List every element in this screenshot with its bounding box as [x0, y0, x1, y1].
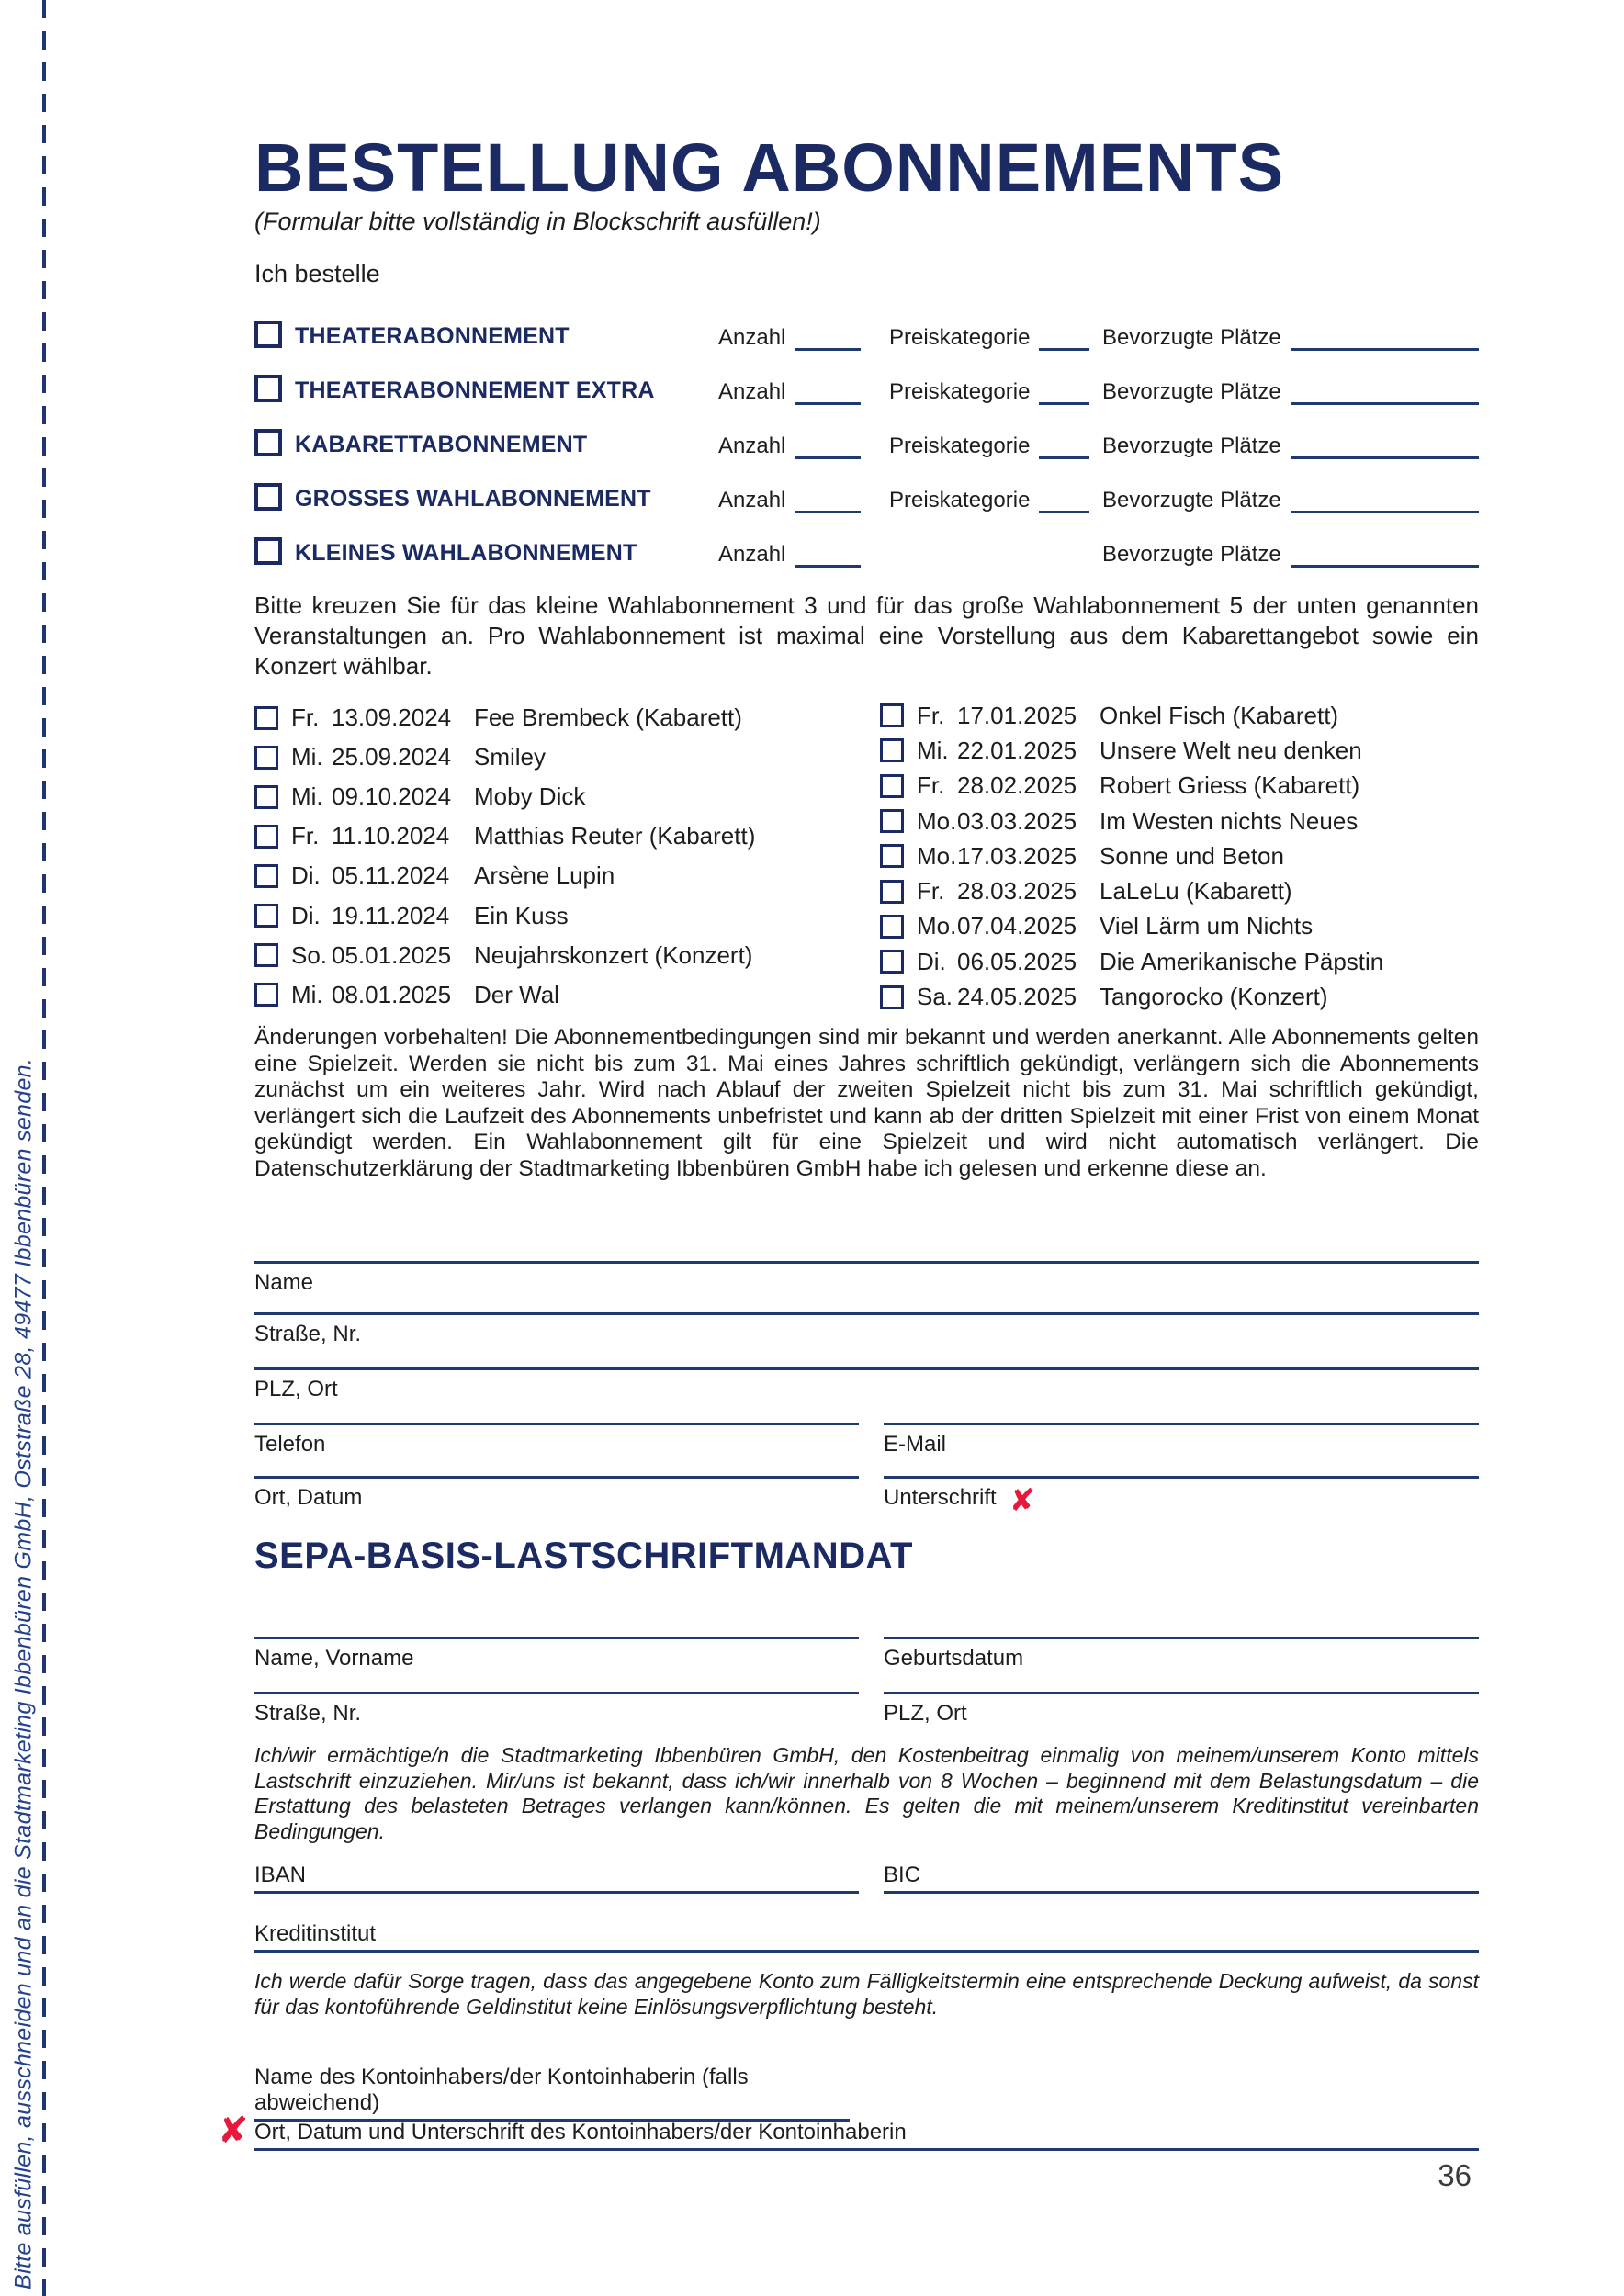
event-row [880, 944, 1479, 979]
plaetze-input-line[interactable] [1291, 490, 1479, 513]
preiskategorie-field [889, 325, 1089, 351]
event-day: Mo. [917, 841, 957, 870]
event-checkbox[interactable] [880, 774, 904, 798]
account-holder-label: Name des Kontoinhabers/der Kontoinhaberin (falls abweichend) [254, 2065, 749, 2115]
event-date: 05.01.2025 [332, 940, 452, 969]
event-checkbox[interactable] [254, 943, 278, 967]
plaetze-field [1102, 542, 1479, 568]
page-title: BESTELLUNG ABONNEMENTS [254, 129, 1285, 206]
event-checkbox[interactable] [254, 825, 278, 849]
plaetze-field [1102, 379, 1479, 405]
anzahl-field [718, 542, 861, 568]
event-row [880, 838, 1479, 873]
event-row [880, 979, 1479, 1014]
iban-label: IBAN [254, 1863, 307, 1887]
anzahl-label: Anzahl [718, 325, 786, 350]
event-date: 13.09.2024 [332, 703, 452, 732]
sepa-name-label: Name, Vorname [254, 1646, 414, 1671]
ort-datum-label: Ort, Datum [254, 1485, 363, 1510]
sepa-plz-ort-label: PLZ, Ort [884, 1701, 967, 1726]
signature-field-label: Ort, Datum und Unterschrift des Kontoinhabers/der Kontoinhaberin [254, 2120, 907, 2144]
event-date: 11.10.2024 [332, 822, 450, 850]
ort-datum-field[interactable] [254, 1476, 859, 1511]
sepa-mandate-text: Ich/wir ermächtige/n die Stadtmarketing Ibbenbüren GmbH, den Kostenbeitrag einmalig von meinem/unserem Konto mittels Lastschrift einzuziehen. Mir/uns ist bekannt, dass ich/wir innerhalb von 8 Wochen – beginnend mit dem Belastungsdatum – die Erstattung des belasteten Betrages verlangen kann/können. Es gelten die mit meinem/unserem Kreditinstitut vereinbarten Bedingungen. [254, 1743, 1479, 1843]
sepa-plz-ort-field[interactable] [884, 1692, 1479, 1727]
subscription-row [254, 471, 1479, 525]
wahlabo-instruction: Bitte kreuzen Sie für das kleine Wahlabonnement 3 und für das große Wahlabonnement 5 der unten genannten Veranstaltungen an. Pro Wahlabonnement ist maximal eine Vorstellung aus dem Kabarettangebot sowie ein Konzert wählbar. [254, 591, 1479, 680]
plaetze-label: Bevorzugte Plätze [1102, 433, 1281, 458]
plaetze-input-line[interactable] [1291, 436, 1479, 459]
event-title: Der Wal [474, 980, 559, 1008]
subscription-list [254, 309, 1479, 580]
plz-ort-label: PLZ, Ort [254, 1377, 338, 1401]
event-checkbox[interactable] [880, 844, 904, 868]
anzahl-label: Anzahl [718, 379, 786, 404]
sepa-coverage-text: Ich werde dafür Sorge tragen, dass das angegebene Konto zum Fälligkeitstermin eine entsprechende Deckung aufweist, da sonst für das kontoführende Geldinstitut keine Einlösungsverpflichtung besteht. [254, 1969, 1479, 2019]
bic-label: BIC [884, 1863, 921, 1887]
event-date: 17.01.2025 [957, 701, 1077, 729]
event-day: So. [291, 940, 328, 969]
event-day: Sa. [917, 983, 953, 1011]
event-row [880, 909, 1479, 944]
event-column-right [880, 698, 1479, 1015]
event-row [254, 698, 880, 737]
event-title: Im Westen nichts Neues [1100, 806, 1359, 835]
page-number: 36 [1438, 2158, 1472, 2192]
anzahl-input-line[interactable] [795, 328, 861, 351]
form-main [218, 0, 1479, 2296]
event-date: 19.11.2024 [332, 901, 450, 929]
subscription-row [254, 525, 1479, 580]
anzahl-input-line[interactable] [795, 382, 861, 405]
sepa-heading: SEPA-BASIS-LASTSCHRIFTMANDAT [254, 1536, 913, 1576]
anzahl-label: Anzahl [718, 542, 786, 567]
sepa-geburtsdatum-field[interactable] [884, 1637, 1479, 1671]
event-row [254, 895, 880, 935]
event-day: Di. [291, 901, 321, 929]
event-checkbox[interactable] [880, 809, 904, 833]
event-checkbox[interactable] [254, 904, 278, 928]
event-row [254, 777, 880, 816]
subscription-row [254, 363, 1479, 417]
plaetze-field [1102, 325, 1479, 351]
strasse-label: Straße, Nr. [254, 1322, 362, 1346]
anzahl-label: Anzahl [718, 488, 786, 512]
email-field[interactable] [884, 1423, 1479, 1458]
event-date: 03.03.2025 [957, 806, 1077, 835]
signature-field[interactable] [254, 2120, 1479, 2151]
iban-field[interactable] [254, 1863, 859, 1894]
plaetze-field [1102, 488, 1479, 513]
event-row [880, 698, 1479, 733]
unterschrift-field[interactable]: Unterschrift ✘ [884, 1476, 1479, 1511]
preiskategorie-label: Preiskategorie [889, 488, 1031, 512]
preiskategorie-input-line[interactable] [1039, 436, 1089, 459]
event-title: Robert Griess (Kabarett) [1100, 771, 1360, 800]
event-day: Fr. [291, 703, 320, 732]
anzahl-input-line[interactable] [795, 490, 861, 513]
event-title: Neujahrskonzert (Konzert) [474, 940, 753, 969]
preiskategorie-label: Preiskategorie [889, 433, 1031, 458]
sepa-geburtsdatum-label: Geburtsdatum [884, 1646, 1024, 1671]
event-checkbox[interactable] [254, 706, 278, 730]
subscription-label: THEATERABONNEMENT EXTRA [295, 377, 655, 403]
event-date: 09.10.2024 [332, 782, 452, 811]
subscription-label: KABARETTABONNEMENT [295, 432, 588, 457]
event-title: Smiley [474, 743, 547, 771]
plaetze-input-line[interactable] [1291, 382, 1479, 405]
sepa-strasse-label: Straße, Nr. [254, 1701, 362, 1726]
event-checkbox[interactable] [254, 983, 278, 1007]
preiskategorie-label: Preiskategorie [889, 325, 1031, 350]
anzahl-field [718, 379, 861, 405]
event-day: Mo. [917, 912, 957, 940]
anzahl-field [718, 433, 861, 459]
event-row [254, 975, 880, 1015]
event-day: Mo. [917, 806, 957, 835]
event-date: 22.01.2025 [957, 736, 1077, 764]
subscription-label: KLEINES WAHLABONNEMENT [295, 540, 637, 566]
event-day: Mi. [917, 736, 949, 764]
telefon-field[interactable] [254, 1423, 859, 1458]
anzahl-field [718, 325, 861, 351]
plaetze-input-line[interactable] [1291, 328, 1479, 351]
event-title: Matthias Reuter (Kabarett) [474, 822, 756, 850]
preiskategorie-input-line[interactable] [1039, 382, 1089, 405]
event-title: Arsène Lupin [474, 861, 615, 890]
event-checkbox[interactable] [880, 915, 904, 939]
email-label: E-Mail [884, 1432, 947, 1457]
preiskategorie-input-line[interactable] [1039, 328, 1089, 351]
event-checkbox[interactable] [880, 738, 904, 762]
event-date: 07.04.2025 [957, 912, 1077, 940]
plaetze-field [1102, 433, 1479, 459]
preiskategorie-label: Preiskategorie [889, 379, 1031, 404]
anzahl-input-line[interactable] [795, 436, 861, 459]
name-field[interactable] [254, 1261, 1479, 1296]
anzahl-field [718, 488, 861, 513]
event-checkbox[interactable] [254, 746, 278, 770]
strasse-field[interactable] [254, 1312, 1479, 1347]
event-row [254, 737, 880, 777]
event-title: Viel Lärm um Nichts [1100, 912, 1314, 940]
event-date: 05.11.2024 [332, 861, 450, 890]
event-date: 17.03.2025 [957, 841, 1077, 870]
plaetze-label: Bevorzugte Plätze [1102, 379, 1281, 404]
plaetze-label: Bevorzugte Plätze [1102, 542, 1281, 567]
name-label: Name [254, 1270, 314, 1295]
event-day: Di. [291, 861, 321, 890]
event-checkbox[interactable] [254, 864, 278, 888]
event-row [254, 936, 880, 975]
event-day: Fr. [917, 877, 945, 906]
event-checkbox[interactable] [880, 703, 904, 727]
event-title: Ein Kuss [474, 901, 569, 929]
event-selection [254, 698, 1479, 1015]
plz-ort-field[interactable] [254, 1367, 1479, 1402]
event-day: Fr. [917, 701, 945, 729]
preiskategorie-field [889, 433, 1089, 459]
subscription-label: THEATERABONNEMENT [295, 323, 570, 349]
anzahl-input-line[interactable] [795, 545, 861, 568]
subscription-row [254, 417, 1479, 471]
telefon-label: Telefon [254, 1432, 326, 1457]
event-title: Moby Dick [474, 782, 586, 811]
event-day: Di. [917, 947, 946, 975]
subscription-checkbox[interactable] [254, 321, 282, 348]
plaetze-label: Bevorzugte Plätze [1102, 488, 1281, 512]
event-title: Die Amerikanische Päpstin [1100, 947, 1384, 975]
event-title: Onkel Fisch (Kabarett) [1100, 701, 1339, 729]
plaetze-label: Bevorzugte Plätze [1102, 325, 1281, 350]
subscription-checkbox[interactable] [254, 375, 282, 402]
event-title: Fee Brembeck (Kabarett) [474, 703, 742, 732]
event-date: 06.05.2025 [957, 947, 1077, 975]
event-row [880, 873, 1479, 908]
event-date: 24.05.2025 [957, 983, 1077, 1011]
sepa-strasse-field[interactable] [254, 1692, 859, 1727]
preiskategorie-field [889, 379, 1089, 405]
subscription-checkbox[interactable] [254, 429, 282, 456]
event-row [254, 856, 880, 895]
event-day: Mi. [291, 980, 323, 1008]
event-row [880, 769, 1479, 804]
event-checkbox[interactable] [880, 950, 904, 974]
kreditinstitut-field[interactable] [254, 1921, 1479, 1953]
event-row [880, 733, 1479, 768]
event-date: 28.03.2025 [957, 877, 1077, 906]
form-subtitle: (Formular bitte vollständig in Blockschrift ausfüllen!) [254, 208, 821, 235]
sidebar-fold-note: Bitte ausfüllen, ausschneiden und an die Stadtmarketing Ibbenbüren GmbH, Oststraße 28, 49477 Ibbenbüren senden. [10, 1057, 37, 2290]
signature-x-icon: ✘ [218, 2110, 249, 2151]
event-day: Fr. [291, 822, 320, 850]
event-row [254, 816, 880, 856]
bic-field[interactable] [884, 1863, 1479, 1894]
event-title: Tangorocko (Konzert) [1100, 983, 1328, 1011]
kreditinstitut-label: Kreditinstitut [254, 1921, 377, 1946]
intro-text: Ich bestelle [254, 260, 380, 287]
subscription-checkbox[interactable] [254, 483, 282, 511]
preiskategorie-field [889, 488, 1089, 513]
sepa-name-field[interactable] [254, 1637, 859, 1671]
event-date: 28.02.2025 [957, 771, 1077, 800]
event-title: Unsere Welt neu denken [1100, 736, 1362, 764]
unterschrift-label: Unterschrift [884, 1485, 997, 1510]
event-day: Mi. [291, 743, 323, 771]
event-day: Fr. [917, 771, 945, 800]
preiskategorie-input-line[interactable] [1039, 490, 1089, 513]
event-row [880, 804, 1479, 838]
anzahl-label: Anzahl [718, 433, 786, 458]
subscription-row [254, 309, 1479, 363]
event-column-left [254, 698, 880, 1015]
event-checkbox[interactable] [254, 785, 278, 809]
cut-line [42, 0, 46, 2296]
event-title: Sonne und Beton [1100, 841, 1284, 870]
event-checkbox[interactable] [880, 880, 904, 904]
plaetze-input-line[interactable] [1291, 545, 1479, 568]
subscription-checkbox[interactable] [254, 537, 282, 565]
event-day: Mi. [291, 782, 323, 811]
terms-text: Änderungen vorbehalten! Die Abonnementbedingungen sind mir bekannt und werden anerkannt. Alle Abonnements gelten eine Spielzeit. Werden sie nicht bis zum 31. Mai eines Jahres schriftlich gekündigt, verlängern sich die Abonnements zunächst um ein weiteres Jahr. Wird nach Ablauf der zweiten Spielzeit nicht bis zum 31. Mai schriftlich gekündigt, verlängert sich die Laufzeit des Abonnements unbefristet und kann ab der dritten Spielzeit mit einer Frist von einem Monat gekündigt werden. Ein Wahlabonnement gilt für eine Spielzeit und wird nicht automatisch verlängert. Die Datenschutzerklärung der Stadtmarketing Ibbenbüren GmbH habe ich gelesen und erkenne diese an. [254, 1025, 1479, 1181]
subscription-label: GROSSES WAHLABONNEMENT [295, 486, 651, 512]
event-date: 08.01.2025 [332, 980, 452, 1008]
event-date: 25.09.2024 [332, 743, 452, 771]
account-holder-field[interactable] [254, 2065, 850, 2122]
event-title: LaLeLu (Kabarett) [1100, 877, 1292, 906]
event-checkbox[interactable] [880, 985, 904, 1009]
